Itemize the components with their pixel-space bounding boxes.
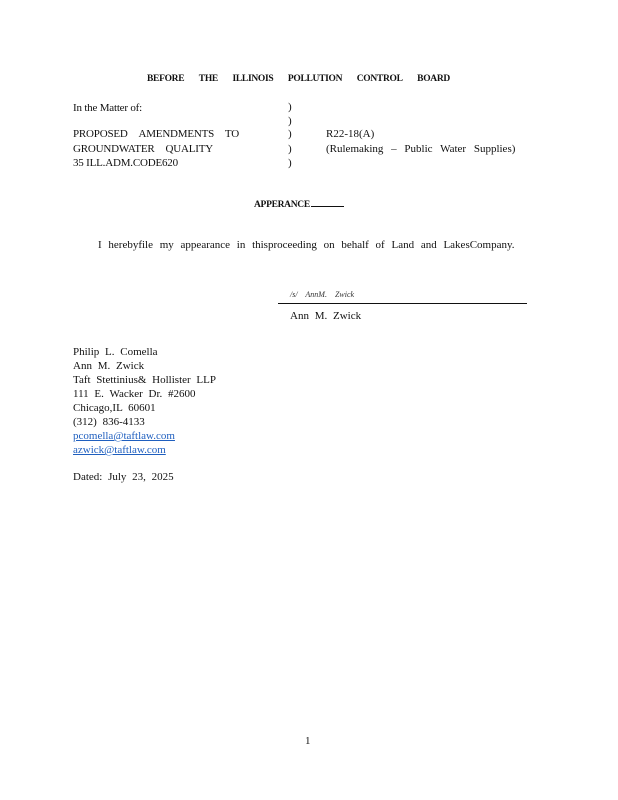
signature-line [278, 303, 527, 304]
appearance-title [254, 200, 344, 210]
phone-number: (312) 836-4133 [73, 416, 145, 428]
signer-name: Ann M. Zwick [290, 310, 362, 322]
caption-title-line3: 35 ILL.ADM.CODE620 [73, 157, 178, 169]
heading-word: ILLINOIS [232, 74, 274, 84]
caption-word: QUALITY [165, 143, 213, 155]
caption-word: AMENDMENTS [138, 128, 215, 140]
contact-name-2: Ann M. Zwick [73, 360, 145, 372]
in-the-matter-of: In the Matter of: [73, 102, 142, 114]
heading-word: THE [198, 74, 218, 84]
appearance-title-text: APPERANCE [254, 200, 310, 210]
title-underline [311, 206, 344, 207]
email-1[interactable]: pcomella@taftlaw.com [73, 430, 175, 442]
firm-name: Taft Stettinius& Hollister LLP [73, 374, 216, 386]
street-address: 111 E. Wacker Dr. #2600 [73, 388, 196, 400]
rulemaking-subject: (Rulemaking – Public Water Supplies) [326, 143, 516, 155]
docket-number: R22-18(A) [326, 128, 375, 140]
board-heading [147, 74, 450, 84]
caption-title-line2 [73, 143, 213, 155]
heading-word: BEFORE [147, 74, 185, 84]
contact-name-1: Philip L. Comella [73, 346, 158, 358]
heading-word: POLLUTION [287, 74, 343, 84]
heading-word: CONTROL [356, 74, 403, 84]
caption-title-line1 [73, 128, 239, 140]
appearance-statement: I herebyfile my appearance in thisproceeding on behalf of Land and LakesCompany. [98, 239, 515, 251]
electronic-signature: /s/ AnnM. Zwick [290, 290, 355, 299]
page-number: 1 [305, 735, 311, 747]
caption-paren: ) [288, 128, 292, 140]
caption-paren: ) [288, 115, 292, 127]
caption-word: TO [224, 128, 239, 140]
city-state-zip: Chicago,IL 60601 [73, 402, 156, 414]
caption-paren: ) [288, 157, 292, 169]
email-link-1[interactable] [73, 430, 199, 442]
email-2[interactable]: azwick@taftlaw.com [73, 444, 166, 456]
caption-paren: ) [288, 143, 292, 155]
email-link-2[interactable] [73, 444, 186, 456]
heading-word: BOARD [417, 74, 450, 84]
date-line: Dated: July 23, 2025 [73, 471, 174, 483]
caption-word: GROUNDWATER [73, 143, 155, 155]
caption-paren: ) [288, 101, 292, 113]
caption-word: PROPOSED [73, 128, 128, 140]
